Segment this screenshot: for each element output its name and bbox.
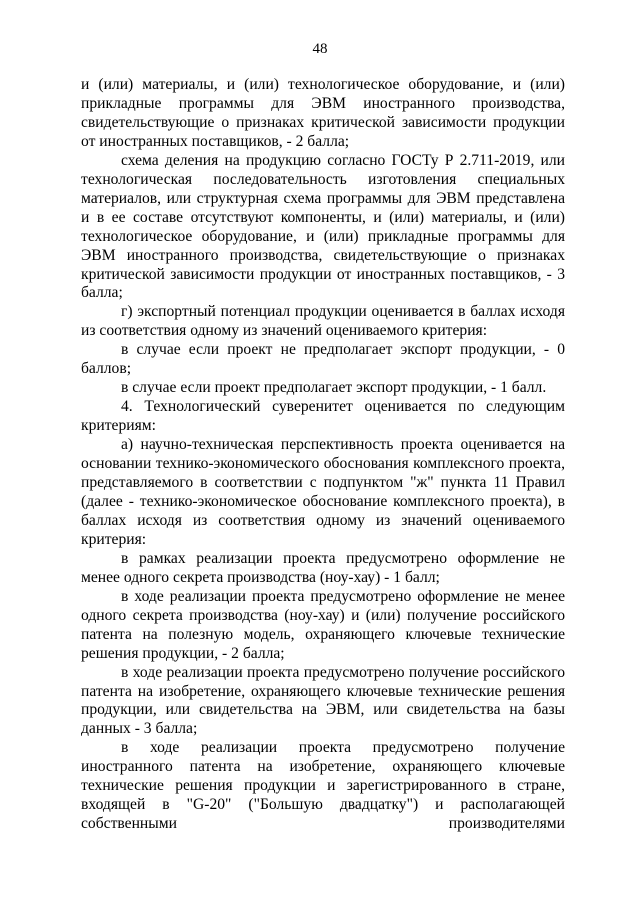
page-number: 48 [312,41,328,57]
paragraph-8: в рамках реализации проекта предусмотрено оформление не менее одного секрета производства (ноу-хау) - 1 балл; [81,549,565,586]
paragraph-9: в ходе реализации проекта предусмотрено оформление не менее одного секрета производства (ноу-хау) и (или) получение российского патента на полезную модель, охраняющего ключевые технические решения продукции, - 2 балла; [81,587,565,662]
paragraph-2: схема деления на продукцию согласно ГОСТу Р 2.711-2019, или технологическая последовательность изготовления специальных материалов, или структурная схема программы для ЭВМ представлена и в ее составе отсутствуют компоненты, и (или) материалы, и (или) технологическое оборудование, и (или) прикладные программы для ЭВМ иностранного производства, свидетельствующие о признаках критической зависимости продукции от иностранных поставщиков, - 3 балла; [81,151,565,302]
paragraph-3: г) экспортный потенциал продукции оценивается в баллах исходя из соответствия одному из значений оцениваемого критерия: [81,303,565,340]
paragraph-1: и (или) материалы, и (или) технологическое оборудование, и (или) прикладные программы для ЭВМ иностранного производства, свидетельствующие о признаках критической зависимости продукции от иностранных поставщиков, - 2 балла; [81,76,565,150]
paragraph-5: в случае если проект предполагает экспорт продукции, - 1 балл. [121,379,547,397]
paragraph-4: в случае если проект не предполагает экспорт продукции, - 0 баллов; [81,341,565,378]
paragraph-7: а) научно-техническая перспективность проекта оценивается на основании технико-экономического обоснования комплексного проекта, представляемого в соответствии с подпунктом "ж" пункта 11 Правил (далее - технико-экономическое обоснование комплексного проекта), в баллах исходя из соответствия одному из значений оцениваемого критерия: [81,436,565,548]
body-text [81,76,565,834]
paragraph-11: в ходе реализации проекта предусмотрено получение иностранного патента на изобретение, охраняющего ключевые технические решения продукции и зарегистрированного в стране, входящей в "G-20" ("Большую двадцатку") и располагающей собственными производителями [81,739,565,833]
paragraph-6: 4. Технологический суверенитет оценивается по следующим критериям: [81,398,565,435]
paragraph-10: в ходе реализации проекта предусмотрено получение российского патента на изобретение, охраняющего ключевые технические решения продукции, или свидетельства на ЭВМ, или свидетельства на базы данных - 3 балла; [81,663,565,738]
